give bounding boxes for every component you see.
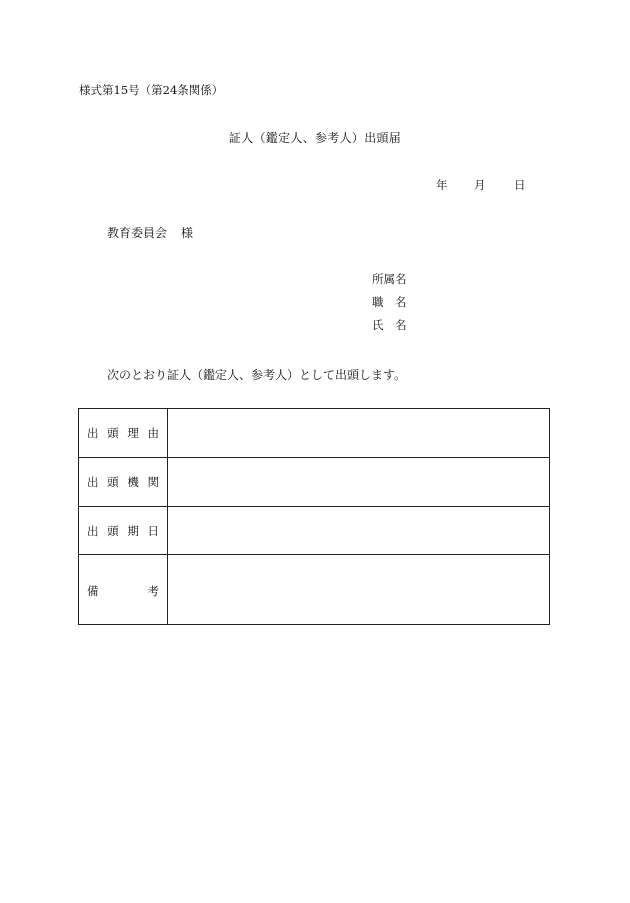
institution-field[interactable] bbox=[168, 458, 550, 507]
label-cell-reason bbox=[79, 409, 168, 458]
addressee-honorific: 様 bbox=[181, 226, 194, 240]
label-char: 出 bbox=[87, 426, 99, 440]
table-row-institution bbox=[79, 458, 550, 507]
appearance-date-field[interactable] bbox=[168, 507, 550, 555]
date-year-label: 年 bbox=[436, 178, 448, 192]
table-row-date bbox=[79, 507, 550, 555]
applicant-position-label: 職 名 bbox=[372, 295, 407, 309]
label-char: 考 bbox=[147, 584, 159, 598]
label-char: 機 bbox=[127, 475, 139, 489]
label-char: 理 bbox=[127, 426, 139, 440]
addressee bbox=[107, 224, 193, 241]
label-char: 出 bbox=[87, 475, 99, 489]
date-month-label: 月 bbox=[474, 178, 486, 192]
label-char: 由 bbox=[147, 426, 159, 440]
label-cell-date bbox=[79, 507, 168, 555]
label-char: 頭 bbox=[107, 475, 119, 489]
table-row-reason bbox=[79, 409, 550, 458]
date-line bbox=[436, 177, 526, 193]
date-day-label: 日 bbox=[514, 178, 526, 192]
label-cell-remarks bbox=[79, 555, 168, 625]
addressee-name: 教育委員会 bbox=[107, 226, 168, 240]
remarks-field[interactable] bbox=[168, 555, 550, 625]
appearance-details-table bbox=[78, 408, 550, 625]
label-char: 出 bbox=[87, 523, 99, 538]
label-char: 頭 bbox=[107, 426, 119, 440]
label-char: 期 bbox=[127, 523, 139, 538]
statement-text: 次のとおり証人（鑑定人、参考人）として出頭します。 bbox=[107, 368, 407, 382]
applicant-affiliation-label: 所属名 bbox=[372, 272, 407, 286]
applicant-name-label: 氏 名 bbox=[372, 318, 407, 332]
label-char: 日 bbox=[147, 523, 159, 538]
reason-field[interactable] bbox=[168, 409, 550, 458]
label-cell-institution bbox=[79, 458, 168, 507]
table-row-remarks bbox=[79, 555, 550, 625]
label-char: 頭 bbox=[107, 523, 119, 538]
document-title: 証人（鑑定人、参考人）出頭届 bbox=[228, 131, 402, 145]
form-number: 様式第15号（第24条関係） bbox=[79, 83, 224, 97]
label-char: 関 bbox=[147, 475, 159, 489]
label-char: 備 bbox=[87, 584, 99, 598]
